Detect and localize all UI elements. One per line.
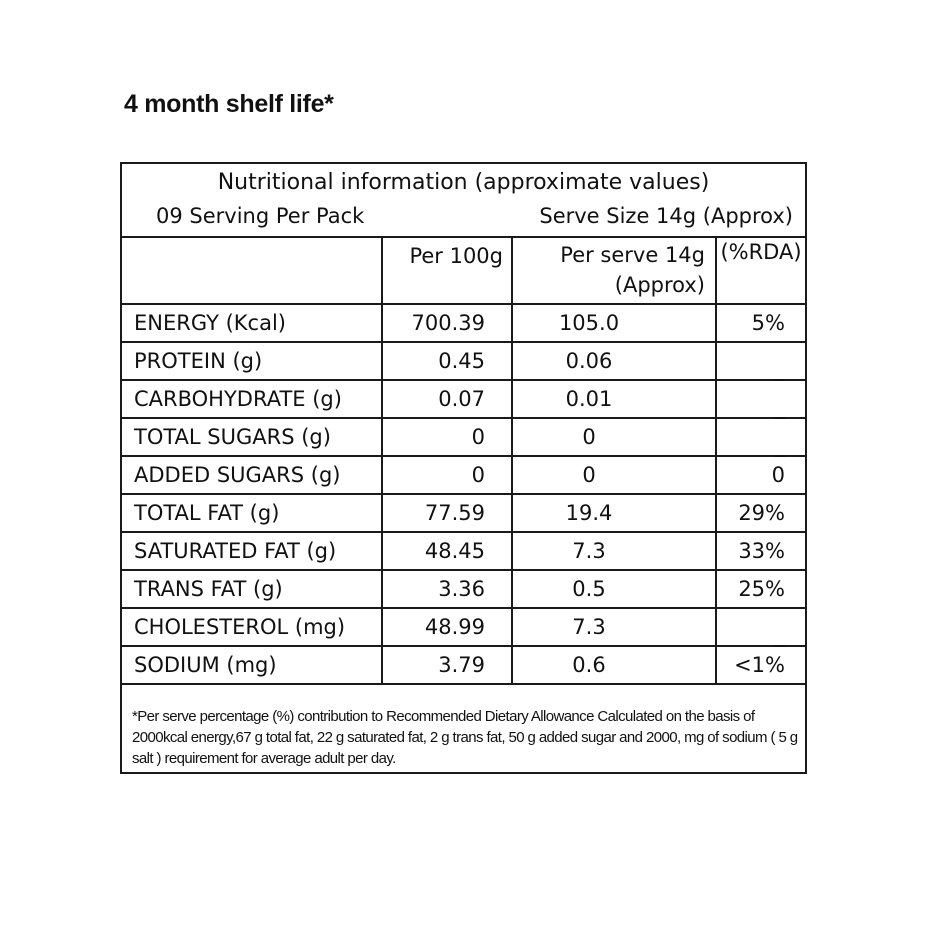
table-row — [122, 380, 805, 418]
header-nutrient-cell — [122, 236, 382, 304]
per-100g-value: 0 — [382, 456, 512, 494]
nutrient-name: PROTEIN (g) — [122, 342, 382, 380]
per-serve-value: 0.5 — [512, 570, 716, 608]
table-row — [122, 532, 805, 570]
nutrition-label — [120, 162, 807, 774]
table-header-row — [122, 236, 805, 304]
shelf-life-heading: 4 month shelf life* — [124, 90, 334, 118]
table-row — [122, 608, 805, 646]
per-serve-value: 0.06 — [512, 342, 716, 380]
nutrient-name: TRANS FAT (g) — [122, 570, 382, 608]
nutrient-name: CARBOHYDRATE (g) — [122, 380, 382, 418]
header-rda: (%RDA) — [716, 236, 805, 304]
footnote: *Per serve percentage (%) contribution to Recommended Dietary Allowance Calculated on the basis of 2000kcal energy,67 g total fat, 22 g saturated fat, 2 g trans fat, 50 g added sugar and 2000, mg of sodium ( 5 g salt ) requirement for average adult per day. — [132, 708, 798, 767]
header-per-serve — [512, 236, 716, 304]
rda-value: <1% — [716, 646, 805, 684]
rda-value: _ — [716, 342, 805, 380]
per-100g-value: 700.39 — [382, 304, 512, 342]
nutrient-name: TOTAL SUGARS (g) — [122, 418, 382, 456]
per-serve-value: 105.0 — [512, 304, 716, 342]
table-row — [122, 456, 805, 494]
nutrient-name: SODIUM (mg) — [122, 646, 382, 684]
per-serve-value: 0.01 — [512, 380, 716, 418]
per-100g-value: 0 — [382, 418, 512, 456]
header-per-serve-line2: (Approx) — [614, 273, 705, 297]
panel-header — [122, 164, 805, 238]
per-serve-value: 0 — [512, 456, 716, 494]
nutrient-name: ENERGY (Kcal) — [122, 304, 382, 342]
servings-per-pack: 09 Serving Per Pack — [156, 204, 365, 228]
per-serve-value: 7.3 — [512, 532, 716, 570]
header-per-100g: Per 100g — [382, 236, 512, 304]
per-100g-value: 48.99 — [382, 608, 512, 646]
per-serve-value: 0.6 — [512, 646, 716, 684]
nutrient-name: CHOLESTEROL (mg) — [122, 608, 382, 646]
table-body — [122, 304, 805, 684]
nutrient-name: SATURATED FAT (g) — [122, 532, 382, 570]
serve-size: Serve Size 14g (Approx) — [539, 204, 793, 228]
per-serve-value: 7.3 — [512, 608, 716, 646]
table-row — [122, 494, 805, 532]
per-100g-value: 77.59 — [382, 494, 512, 532]
rda-value: _ — [716, 418, 805, 456]
table-row — [122, 646, 805, 684]
per-100g-value: 3.36 — [382, 570, 512, 608]
rda-value: 5% — [716, 304, 805, 342]
per-serve-value: 19.4 — [512, 494, 716, 532]
rda-value: _ — [716, 380, 805, 418]
rda-value: 29% — [716, 494, 805, 532]
panel-title: Nutritional information (approximate values) — [217, 170, 710, 195]
nutrient-name: TOTAL FAT (g) — [122, 494, 382, 532]
per-100g-value: 0.45 — [382, 342, 512, 380]
nutrition-table — [122, 236, 805, 685]
per-100g-value: 0.07 — [382, 380, 512, 418]
rda-value: 0 — [716, 456, 805, 494]
header-per-serve-line1: Per serve 14g — [560, 243, 705, 267]
nutrient-name: ADDED SUGARS (g) — [122, 456, 382, 494]
table-row — [122, 570, 805, 608]
table-row — [122, 418, 805, 456]
rda-value: 33% — [716, 532, 805, 570]
table-row — [122, 304, 805, 342]
per-serve-value: 0 — [512, 418, 716, 456]
rda-value: _ — [716, 608, 805, 646]
per-100g-value: 48.45 — [382, 532, 512, 570]
table-row — [122, 342, 805, 380]
per-100g-value: 3.79 — [382, 646, 512, 684]
rda-value: 25% — [716, 570, 805, 608]
